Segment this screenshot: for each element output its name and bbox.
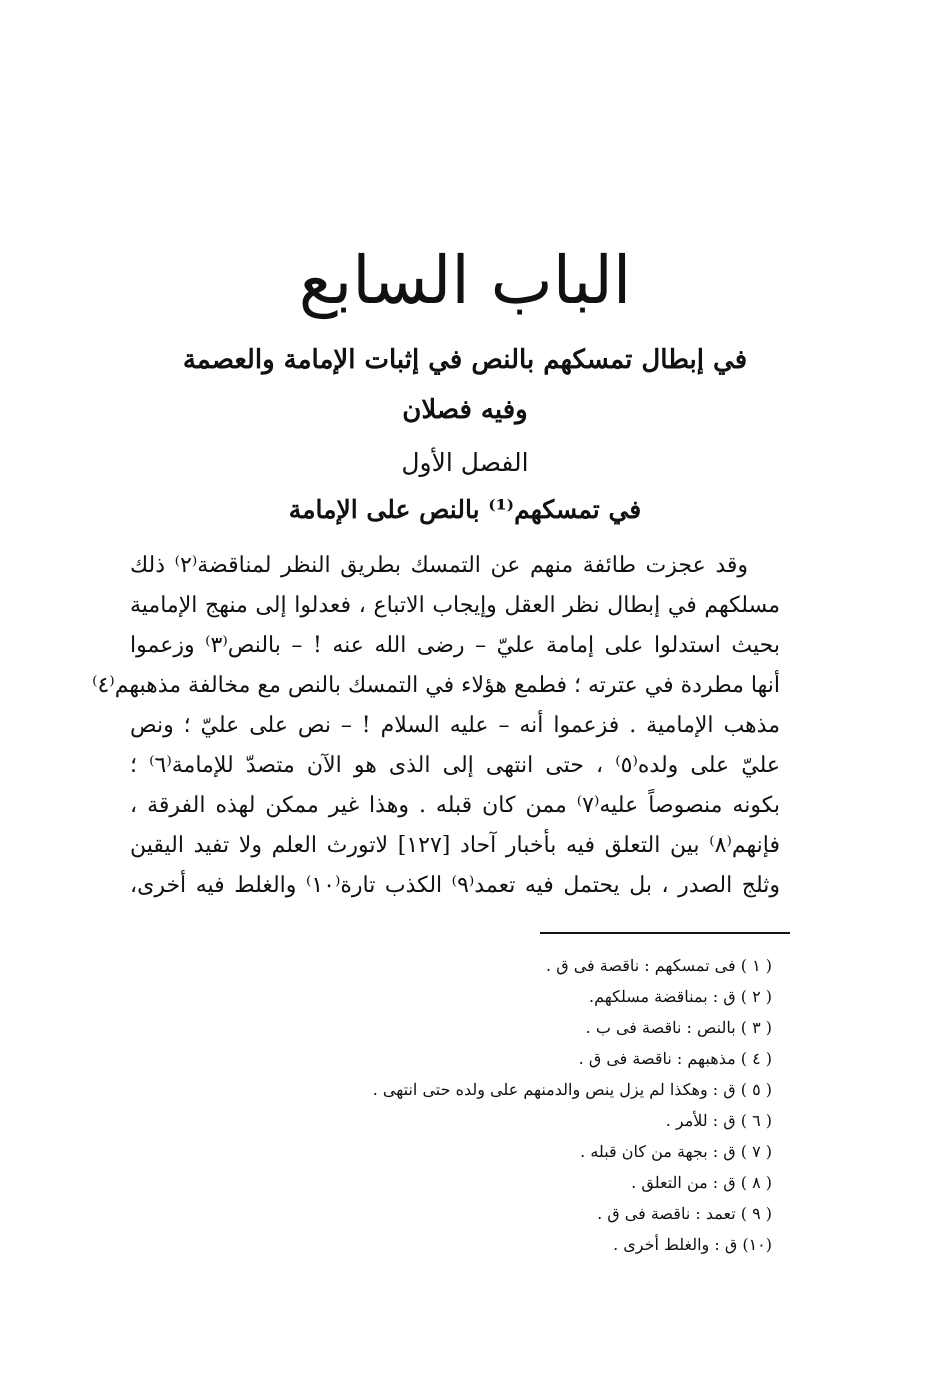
body-line: وثلج الصدر ، بل يحتمل فيه تعمد⁽٩⁾ الكذب تارة⁽١٠⁾ والغلط فيه أخرى، (130, 873, 780, 898)
body-line: فإنهم⁽٨⁾ بين التعلق فيه بأخبار آحاد [١٢٧] لاتورث العلم ولا تفيد اليقين (130, 833, 780, 858)
section-topic: في تمسكهم⁽¹⁾ بالنص على الإمامة (288, 495, 642, 524)
footnote: ( ٩ ) تعمد : ناقصة فى ق . (597, 1204, 772, 1223)
body-line: مسلكهم في إبطال نظر العقل وإيجاب الاتباع ، فعدلوا إلى منهج الإمامية (130, 593, 780, 618)
body-line: أنها مطردة في عترته ؛ فطمع هؤلاء في التمسك بالنص مع مخالفة مذهبهم⁽٤⁾ (92, 673, 780, 698)
body-line: وقد عجزت طائفة منهم عن التمسك بطريق النظر لمناقضة⁽٢⁾ ذلك (130, 553, 749, 578)
body-line: بحيث استدلوا على إمامة عليّ – رضى الله عنه ! – بالنص⁽٣⁾ وزعموا (130, 633, 780, 658)
footnote: ( ٣ ) بالنص : ناقصة فى ب . (585, 1018, 772, 1037)
chapter-title: الباب السابع (298, 242, 632, 319)
footnote: ( ٧ ) ق : بجهة من كان قبله . (580, 1142, 772, 1161)
chapter-subheading: وفيه فصلان (402, 395, 528, 425)
footnote-divider (540, 932, 790, 934)
body-line: عليّ على ولده⁽٥⁾ ، حتى انتهى إلى الذى هو الآن متصدّ للإمامة⁽٦⁾ ؛ (130, 753, 780, 778)
section-title: الفصل الأول (401, 448, 529, 477)
body-paragraph (92, 546, 780, 906)
body-line: بكونه منصوصاً عليه⁽٧⁾ ممن كان قبله . وهذا غير ممكن لهذه الفرقة ، (130, 793, 780, 818)
footnotes-list (172, 950, 772, 1260)
chapter-heading: في إبطال تمسكهم بالنص في إثبات الإمامة والعصمة (182, 345, 748, 375)
footnote: ( ٢ ) ق : بمناقضة مسلكهم. (589, 987, 772, 1006)
footnote: ( ٥ ) ق : وهكذا لم يزل ينص والدمنهم على ولده حتى انتهى . (372, 1080, 772, 1099)
footnote: ( ٨ ) ق : من التعلق . (631, 1173, 772, 1192)
footnote: (١٠) ق : والغلط أخرى . (613, 1235, 772, 1254)
footnote: ( ٤ ) مذهبهم : ناقصة فى ق . (578, 1049, 772, 1068)
footnote: ( ١ ) فى تمسكهم : ناقصة فى ق . (546, 956, 772, 975)
body-line: مذهب الإمامية . فزعموا أنه – عليه السلام ! – نص على عليّ ؛ ونص (130, 713, 780, 738)
footnote: ( ٦ ) ق : للأمر . (665, 1111, 772, 1130)
